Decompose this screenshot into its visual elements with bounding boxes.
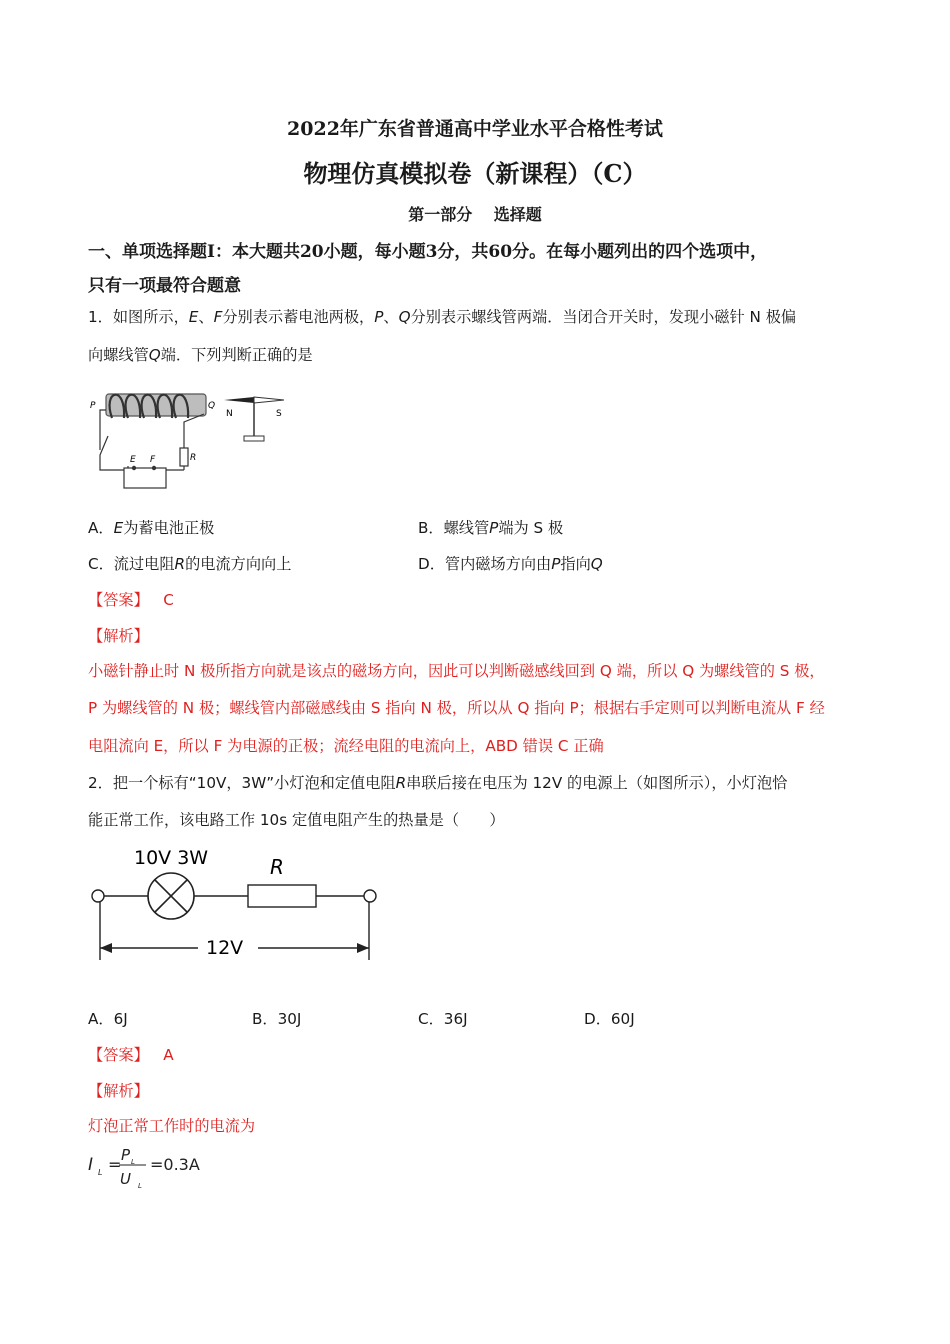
q1-option-d[interactable]: D．管内磁场方向由P指向Q [418, 555, 603, 573]
exam-title: 2022年广东省普通高中学业水平合格性考试 [287, 118, 663, 140]
q1-circuit-figure [84, 380, 304, 495]
svg-text:L: L [98, 1168, 103, 1177]
label-s: S [276, 409, 282, 419]
arrow-right [357, 943, 369, 953]
label-r: R [190, 453, 197, 463]
q1-stem-line2: 向螺线管Q端．下列判断正确的是 [88, 346, 313, 364]
q1-analysis-tag: 【解析】 [88, 627, 149, 645]
q2-stem-line1: 2．把一个标有“10V，3W”小灯泡和定值电阻R串联后接在电压为 12V 的电源上（如图所示），小灯泡恰 [88, 774, 788, 792]
q1-analysis-line3: 电阻流向 E，所以 F 为电源的正极；流经电阻的电流向上，ABD 错误 C 正确 [88, 737, 604, 755]
exam-subtitle: 物理仿真模拟卷（新课程）（C） [303, 159, 647, 188]
q2-option-a[interactable]: A．6J [88, 1010, 128, 1028]
label-p: P [90, 401, 96, 411]
label-e: E [130, 455, 136, 465]
voltage-label: 12V [206, 937, 244, 959]
q2-option-d[interactable]: D．60J [584, 1010, 635, 1028]
q1-option-a[interactable]: A．E为蓄电池正极 [88, 519, 215, 537]
label-n: N [226, 409, 233, 419]
q1-analysis-line2: P 为螺线管的 N 极；螺线管内部磁感线由 S 指向 N 极，所以从 Q 指向 P；根据右手定则可以判断电流从 F 经 [88, 699, 825, 717]
q2-answer: 【答案】 A [88, 1046, 174, 1064]
arrow-left [100, 943, 112, 953]
q1-answer: 【答案】 C [88, 591, 174, 609]
q2-analysis-line1: 灯泡正常工作时的电流为 [88, 1117, 256, 1135]
lamp-label: 10V 3W [134, 847, 209, 869]
q1-stem-line1: 1．如图所示，E、F分别表示蓄电池两极，P、Q分别表示螺线管两端．当闭合开关时，发现小磁针 N 极偏 [88, 308, 797, 326]
section-heading-line2: 只有一项最符合题意 [88, 276, 241, 296]
svg-text:U: U [120, 1170, 131, 1188]
q2-formula [86, 1144, 226, 1192]
q2-option-b[interactable]: B．30J [252, 1010, 302, 1028]
resistor-r [248, 885, 316, 907]
q2-option-c[interactable]: C．36J [418, 1010, 468, 1028]
battery-box [124, 468, 166, 488]
terminal-left [92, 890, 104, 902]
lamp-symbol [148, 873, 194, 919]
resistor-label: R [270, 855, 284, 879]
q2-stem-line2: 能正常工作，该电路工作 10s 定值电阻产生的热量是（ ） [88, 811, 505, 829]
terminal-right [364, 890, 376, 902]
section-heading-line1: 一、单项选择题Ⅰ：本大题共20小题，每小题3分，共60分。在每小题列出的四个选项中， [88, 242, 768, 262]
part-heading: 第一部分 选择题 [408, 205, 542, 224]
label-q: Q [208, 401, 216, 411]
q2-analysis-tag: 【解析】 [88, 1082, 149, 1100]
compass-needle [224, 397, 284, 441]
q1-option-c[interactable]: C．流过电阻R的电流方向向上 [88, 555, 292, 573]
q1-option-b[interactable]: B．螺线管P端为 S 极 [418, 519, 564, 537]
label-f: F [150, 455, 156, 465]
svg-text:=0.3A: =0.3A [150, 1155, 200, 1174]
svg-text:P: P [121, 1146, 131, 1164]
svg-text:=: = [108, 1155, 122, 1174]
svg-text:L: L [138, 1182, 142, 1190]
q1-analysis-line1: 小磁针静止时 N 极所指方向就是该点的磁场方向，因此可以判断磁感线回到 Q 端，所以 Q 为螺线管的 S 极， [88, 662, 825, 680]
svg-text:I: I [88, 1155, 94, 1175]
svg-text:L: L [131, 1158, 135, 1166]
q2-circuit-figure [88, 842, 388, 967]
resistor-symbol [180, 448, 188, 466]
